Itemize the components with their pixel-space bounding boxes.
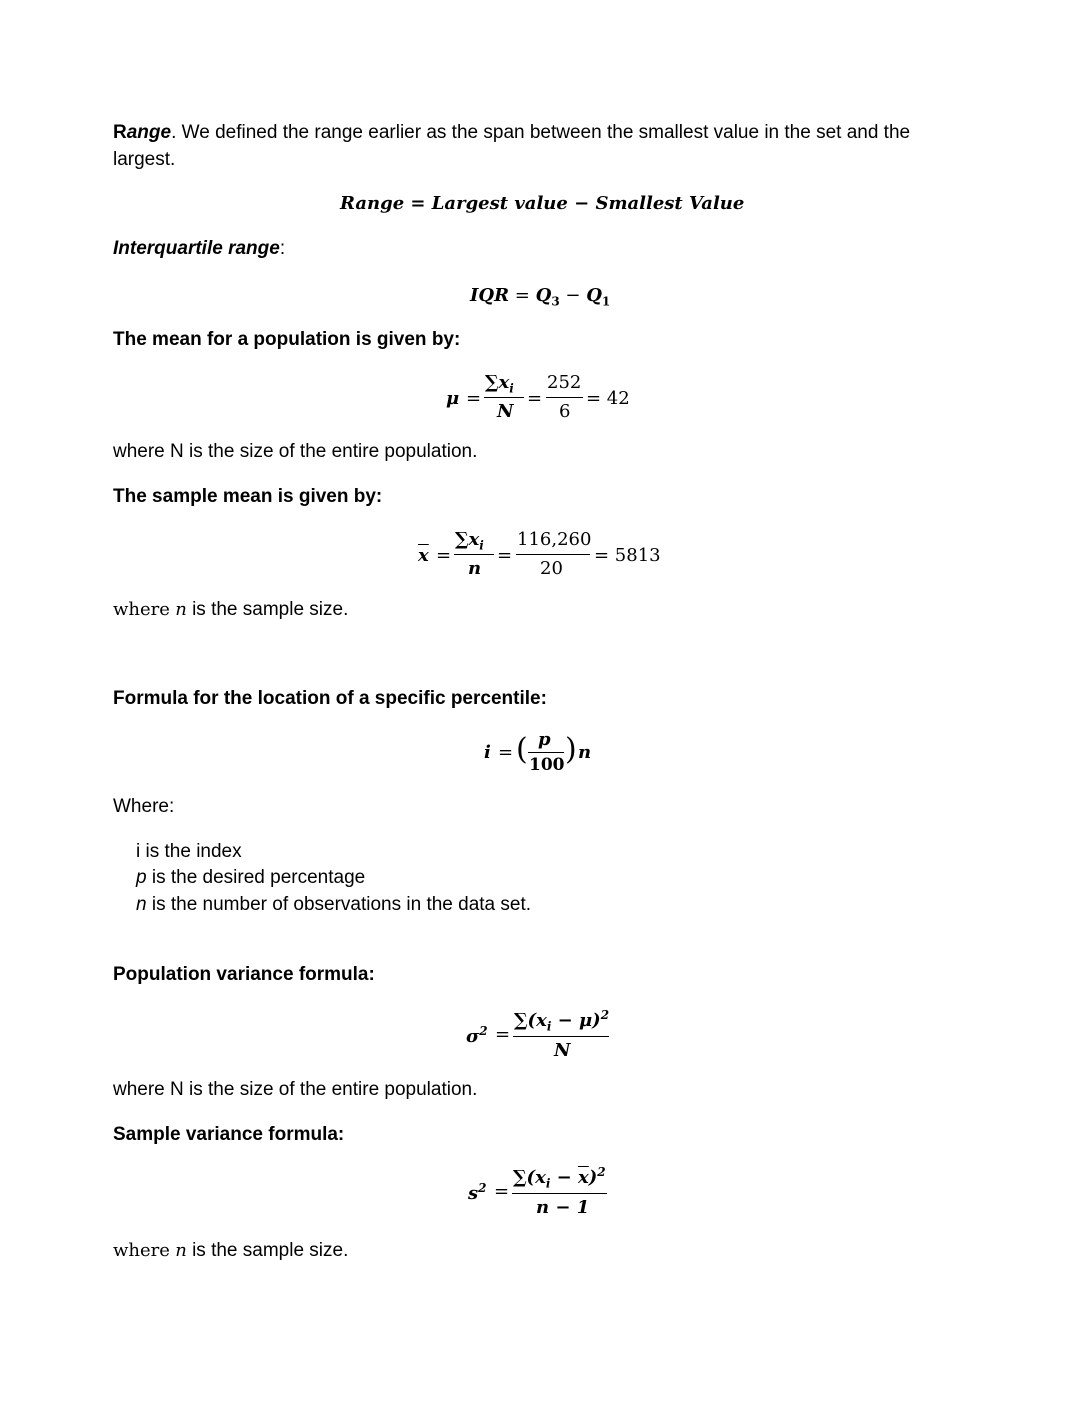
pop-variance-formula [462, 1006, 622, 1062]
sample-variance-formula [464, 1163, 624, 1219]
percentile-lhs: i [484, 742, 491, 763]
pop-variance-den: N [554, 1040, 571, 1061]
sample-variance-note-rest: is the sample size. [186, 1240, 349, 1261]
sample-mean-formula [412, 527, 672, 583]
pop-mean-lhs: μ [446, 388, 460, 409]
sample-mean-result: = 5813 [594, 545, 661, 566]
sample-variance-note [113, 1240, 348, 1262]
range-term-rest: ange [126, 122, 172, 143]
pop-mean-eq1: = [466, 388, 482, 409]
pop-variance-note: where N is the size of the entire population. [113, 1079, 478, 1100]
percentile-n: n [578, 742, 592, 763]
sample-variance-note-n: n [175, 1240, 187, 1261]
sample-mean-note-rest: is the sample size. [186, 599, 349, 620]
pop-mean-num2: 252 [547, 372, 582, 393]
pop-mean-num1-sub: i [509, 381, 514, 396]
pop-mean-result: = 42 [586, 388, 630, 409]
sample-mean-frac1-bar [454, 554, 494, 555]
percentile-eq: = [498, 742, 514, 763]
iqr-equals: = [514, 285, 530, 306]
range-formula: Range = Largest value − Smallest Value [340, 193, 745, 214]
iqr-q1-sub: 1 [601, 294, 611, 309]
pop-variance-lhs-sup: 2 [479, 1024, 488, 1038]
iqr-heading [113, 238, 285, 260]
percentile-item-index: i is the index [136, 841, 242, 862]
sample-variance-lhs-sup: 2 [478, 1181, 487, 1195]
sample-mean-note-n: n [175, 599, 187, 620]
sample-variance-num-close: ) [588, 1167, 598, 1188]
pop-mean-den1: N [497, 401, 514, 422]
range-paragraph [113, 122, 910, 144]
pop-variance-num-rest: − μ) [551, 1010, 601, 1031]
iqr-q3-sub: 3 [551, 294, 560, 309]
pop-variance-num-open: ∑(x [514, 1010, 547, 1031]
pop-variance-lhs [466, 1024, 488, 1047]
percentile-item2-var: p [136, 867, 147, 888]
percentile-frac-bar [528, 752, 564, 753]
sample-variance-note-where: where [113, 1240, 170, 1261]
range-description: . We defined the range earlier as the span between the smallest value in the set and the [171, 122, 911, 143]
sample-variance-num-minus: − [550, 1167, 578, 1188]
sample-mean-num2: 116,260 [517, 529, 592, 550]
pop-variance-sigma: σ [466, 1026, 480, 1047]
pop-variance-heading: Population variance formula: [113, 964, 375, 985]
percentile-item3-rest: is the number of observations in the data set. [146, 894, 532, 915]
sample-mean-frac2-bar [516, 554, 590, 555]
pop-variance-num [514, 1008, 609, 1034]
iqr-q1: Q [586, 285, 602, 306]
pop-mean-num1 [485, 372, 514, 396]
sample-variance-num-open: ∑(x [513, 1167, 546, 1188]
sample-variance-num-sub: i [545, 1176, 551, 1191]
pop-mean-eq2: = [527, 388, 543, 409]
sample-mean-num1 [455, 529, 484, 553]
iqr-lhs: IQR [470, 285, 510, 306]
pop-variance-eq: = [495, 1024, 511, 1045]
sample-variance-heading: Sample variance formula: [113, 1124, 345, 1145]
iqr-minus: − [565, 285, 581, 306]
pop-variance-num-sup: 2 [600, 1008, 610, 1022]
range-description-line2: largest. [113, 149, 176, 170]
sample-mean-eq2: = [497, 545, 513, 566]
iqr-q3: Q [535, 285, 552, 306]
sample-mean-den2: 20 [540, 558, 563, 579]
percentile-formula [480, 728, 610, 780]
iqr-formula [470, 285, 610, 309]
pop-mean-note: where N is the size of the entire population. [113, 441, 478, 462]
pop-mean-frac1-bar [484, 397, 524, 398]
sample-variance-num-sup: 2 [597, 1165, 606, 1179]
percentile-item2-rest: is the desired percentage [146, 867, 366, 888]
percentile-where: Where: [113, 796, 175, 817]
sample-variance-num [513, 1165, 606, 1191]
pop-mean-heading: The mean for a population is given by: [113, 329, 461, 350]
sample-variance-num-xbar: $\overline{x}$ [578, 1167, 589, 1188]
sample-mean-num1-sub: i [479, 538, 484, 553]
iqr-label: Interquartile range [113, 238, 280, 259]
sample-mean-eq1: = [436, 545, 452, 566]
percentile-open-paren: ( [516, 732, 528, 767]
range-term-initial: R [113, 122, 127, 143]
percentile-heading: Formula for the location of a specific percentile: [113, 688, 547, 709]
iqr-colon: : [279, 238, 286, 259]
sample-variance-eq: = [494, 1181, 510, 1202]
pop-mean-formula [440, 370, 660, 426]
sample-variance-frac-bar [512, 1193, 607, 1194]
sample-variance-s: s [468, 1183, 479, 1204]
percentile-item-percentage [136, 867, 365, 889]
sample-mean-heading: The sample mean is given by: [113, 486, 383, 507]
sample-mean-note [113, 599, 348, 621]
pop-mean-num1-sum: ∑x [485, 372, 510, 393]
sample-mean-note-where: where [113, 599, 170, 620]
percentile-close-paren: ) [565, 732, 577, 767]
pop-variance-frac-bar [513, 1036, 609, 1037]
pop-mean-den2: 6 [559, 401, 571, 422]
percentile-item3-var: n [136, 894, 147, 915]
sample-variance-lhs [468, 1181, 487, 1204]
sample-mean-lhs: $\overline{x}$ [418, 545, 429, 566]
percentile-num: p [538, 729, 551, 750]
percentile-item-observations [136, 894, 531, 916]
sample-mean-den1: n [468, 558, 482, 579]
pop-variance-num-sub: i [546, 1019, 552, 1034]
sample-mean-num1-sum: ∑x [455, 529, 480, 550]
sample-variance-den: n − 1 [536, 1197, 590, 1218]
pop-mean-frac2-bar [546, 397, 583, 398]
percentile-den: 100 [529, 755, 565, 775]
